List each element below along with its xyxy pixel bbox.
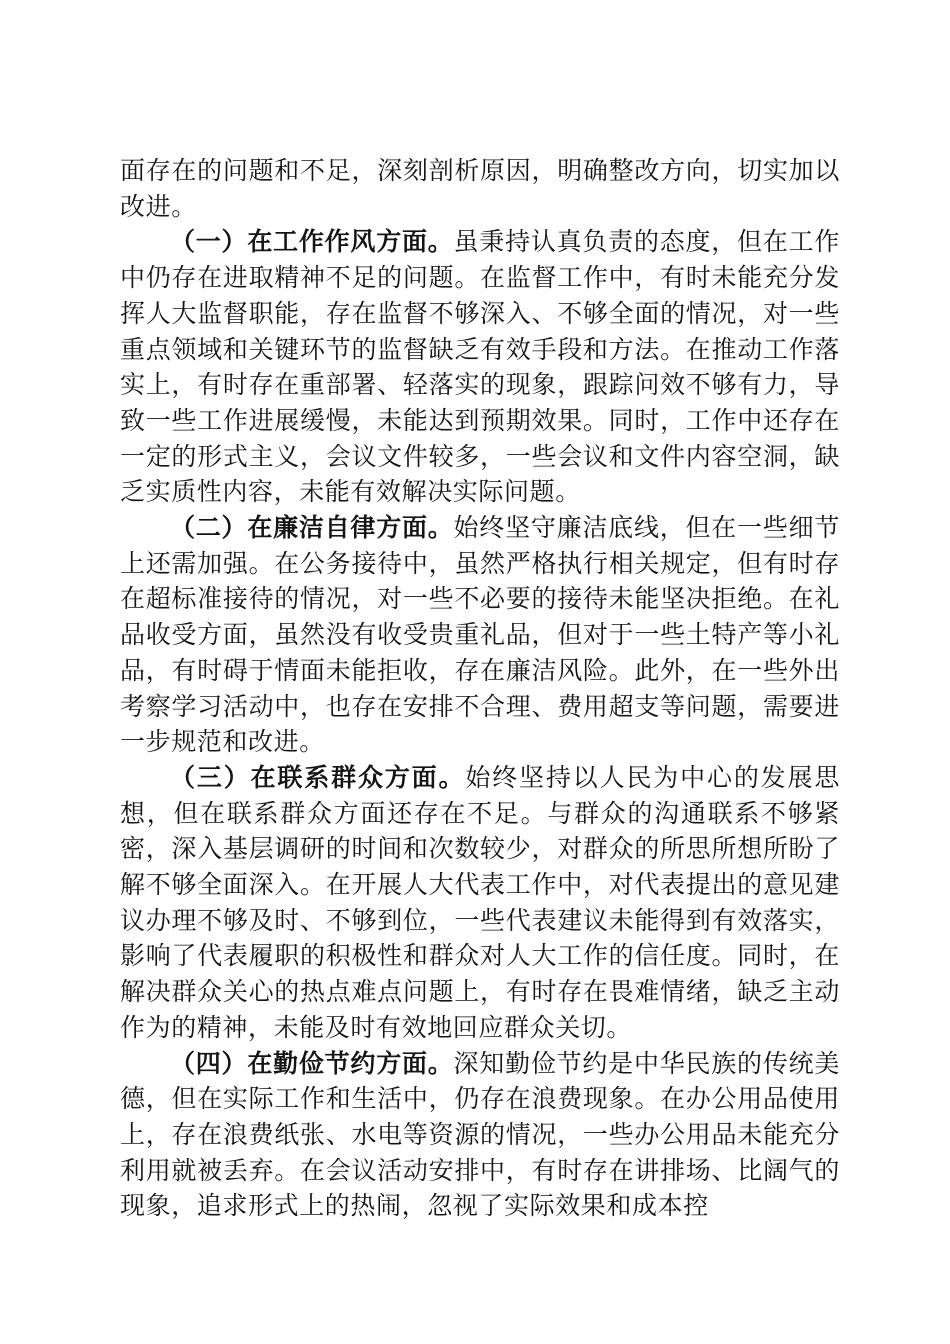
section-heading: （二）在廉洁自律方面。: [170, 513, 454, 543]
paragraph-frugality: [120, 1046, 840, 1225]
paragraph-work-style: [120, 224, 840, 510]
paragraph-text: 面存在的问题和不足，深刻剖析原因，明确整改方向，切实加以改进。: [120, 156, 840, 221]
paragraph-text: 始终坚守廉洁底线，但在一些细节上还需加强。在公务接待中，虽然严格执行相关规定，但有时存在超标准接待的情况，对一些不必要的接待未能坚决拒绝。在礼品收受方面，虽然没有收受贵重礼品，但对于一些土特产等小礼品，有时碍于情面未能拒收，存在廉洁风险。此外，在一些外出考察学习活动中，也存在安排不合理、费用超支等问题，需要进一步规范和改进。: [120, 513, 840, 757]
paragraph-text: 始终坚持以人民为中心的发展思想，但在联系群众方面还存在不足。与群众的沟通联系不够紧密，深入基层调研的时间和次数较少，对群众的所思所想所盼了解不够全面深入。在开展人大代表工作中，对代表提出的意见建议办理不够及时、不够到位，一些代表建议未能得到有效落实，影响了代表履职的积极性和群众对人大工作的信任度。同时，在解决群众关心的热点难点问题上，有时存在畏难情绪，缺乏主动作为的精神，未能及时有效地回应群众关切。: [120, 762, 840, 1042]
paragraph-integrity: [120, 510, 840, 760]
paragraph-text: 深知勤俭节约是中华民族的传统美德，但在实际工作和生活中，仍存在浪费现象。在办公用品使用上，存在浪费纸张、水电等资源的情况，一些办公用品未能充分利用就被丢弃。在会议活动安排中，有时存在讲排场、比阔气的现象，追求形式上的热闹，忽视了实际效果和成本控: [120, 1048, 840, 1221]
document-body: [120, 153, 840, 1224]
paragraph-text: 虽秉持认真负责的态度，但在工作中仍存在进取精神不足的问题。在监督工作中，有时未能充分发挥人大监督职能，存在监督不够深入、不够全面的情况，对一些重点领域和关键环节的监督缺乏有效手段和方法。在推动工作落实上，有时存在重部署、轻落实的现象，跟踪问效不够有力，导致一些工作进展缓慢，未能达到预期效果。同时，工作中还存在一定的形式主义，会议文件较多，一些会议和文件内容空洞，缺乏实质性内容，未能有效解决实际问题。: [120, 227, 840, 507]
paragraph-intro: [120, 153, 840, 224]
section-heading: （一）在工作作风方面。: [170, 227, 454, 257]
section-heading: （三）在联系群众方面。: [170, 762, 466, 792]
section-heading: （四）在勤俭节约方面。: [170, 1048, 454, 1078]
paragraph-masses: [120, 760, 840, 1046]
